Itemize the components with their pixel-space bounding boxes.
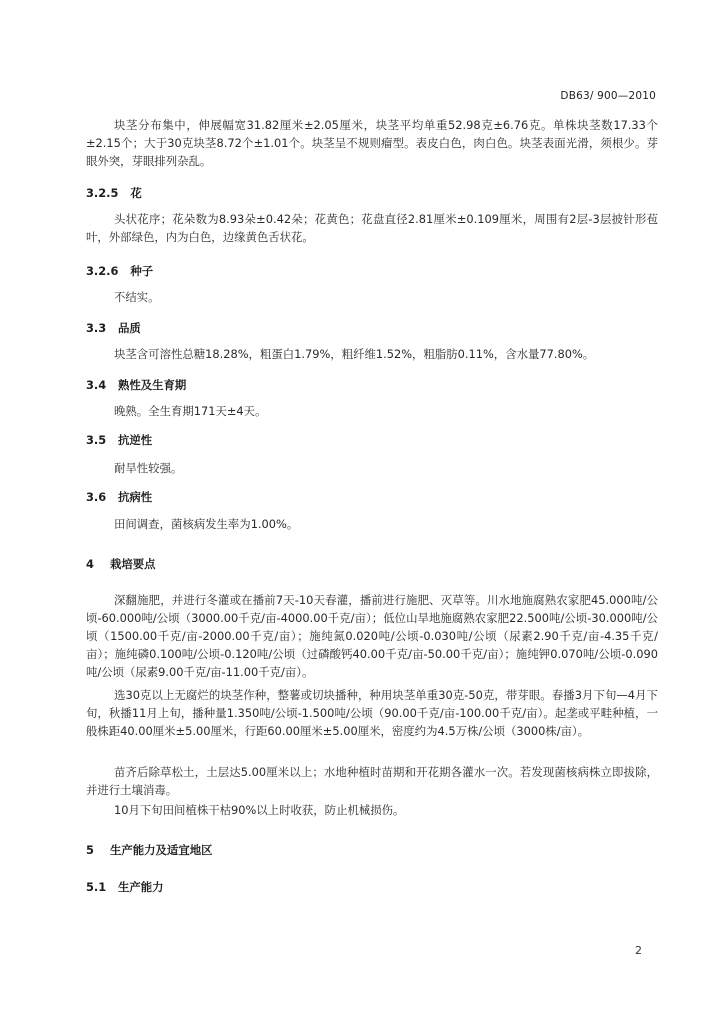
section-number: 5 bbox=[86, 843, 94, 857]
cultivation-fertilizer-paragraph: 深翻施肥，并进行冬灌或在播前7天-10天春灌，播前进行施肥、灭草等。川水地施腐熟农家肥45.000吨/公顷-60.000吨/公顷（3000.00千克/亩-4000.00千克/亩）；低位山旱地施腐熟农家肥22.500吨/公顷-30.000吨/公顷（1500.00千克/亩-2000.00千克/亩）；施纯氮0.020吨/公顷-0.030吨/公顷（尿素2.90千克/亩-4.35千克/亩）；施纯磷0.100吨/公顷-0.120吨/公顷（过磷酸钙40.00千克/亩-50.00千克/亩）；施纯钾0.070吨/公顷-0.090吨/公顷（尿素9.00千克/亩-11.00千克/亩）。 bbox=[86, 593, 658, 679]
page-number: 2 bbox=[635, 944, 642, 957]
maturity-paragraph: 晚熟。全生育期171天±4天。 bbox=[114, 404, 267, 418]
section-title: 抗逆性 bbox=[117, 433, 153, 447]
section-3-2-5-heading bbox=[86, 185, 142, 201]
section-5-1-heading bbox=[86, 879, 164, 895]
standard-code: DB63/ 900—2010 bbox=[560, 90, 656, 102]
section-title: 栽培要点 bbox=[109, 557, 156, 571]
section-3-3-heading bbox=[86, 320, 141, 336]
seed-paragraph: 不结实。 bbox=[114, 290, 160, 304]
resistance-paragraph: 耐旱性较强。 bbox=[114, 461, 183, 475]
section-title: 花 bbox=[130, 186, 142, 200]
section-number: 3.2.5 bbox=[86, 186, 119, 200]
cultivation-harvest-paragraph: 10月下旬田间植株干枯90%以上时收获，防止机械损伤。 bbox=[114, 803, 405, 817]
section-number: 3.6 bbox=[86, 490, 107, 504]
tuber-distribution-paragraph: 块茎分布集中，伸展幅宽31.82厘米±2.05厘米，块茎平均单重52.98克±6.76克。单株块茎数17.33个±2.15个；大于30克块茎8.72个±1.01个。块茎呈不规则瘤型。表皮白色，肉白色。块茎表面光滑，须根少。芽眼外突，芽眼排列杂乱。 bbox=[86, 118, 658, 168]
section-3-6-heading bbox=[86, 489, 152, 505]
quality-paragraph: 块茎含可溶性总糖18.28%，粗蛋白1.79%，粗纤维1.52%，粗脂肪0.11%，含水量77.80%。 bbox=[114, 347, 595, 361]
section-3-4-heading bbox=[86, 377, 186, 393]
section-number: 5.1 bbox=[86, 880, 107, 894]
section-title: 生产能力及适宜地区 bbox=[109, 843, 213, 857]
section-title: 品质 bbox=[117, 321, 141, 335]
flower-paragraph: 头状花序；花朵数为8.93朵±0.42朵；花黄色；花盘直径2.81厘米±0.109厘米，周围有2层-3层披针形苞叶，外部绿色，内为白色，边缘黄色舌状花。 bbox=[86, 212, 658, 244]
section-number: 4 bbox=[86, 557, 94, 571]
section-5-heading bbox=[86, 842, 213, 858]
disease-paragraph: 田间调查，菌核病发生率为1.00%。 bbox=[114, 517, 299, 531]
section-number: 3.5 bbox=[86, 433, 107, 447]
section-title: 抗病性 bbox=[117, 490, 153, 504]
section-title: 种子 bbox=[130, 264, 154, 278]
cultivation-planting-paragraph: 选30克以上无腐烂的块茎作种，整薯或切块播种，种用块茎单重30克-50克，带芽眼。春播3月下旬—4月下旬，秋播11月上旬，播种量1.350吨/公顷-1.500吨/公顷（90.00千克/亩-100.00千克/亩）。起垄或平畦种植，一般株距40.00厘米±5.00厘米，行距60.00厘米±5.00厘米，密度约为4.5万株/公顷（3000株/亩）。 bbox=[86, 688, 658, 738]
section-title: 生产能力 bbox=[117, 880, 164, 894]
section-number: 3.2.6 bbox=[86, 264, 119, 278]
cultivation-management-paragraph: 苗齐后除草松土，土层达5.00厘米以上；水地种植时苗期和开花期各灌水一次。若发现菌核病株立即拔除，并进行土壤消毒。 bbox=[86, 765, 658, 797]
section-title: 熟性及生育期 bbox=[117, 378, 187, 392]
section-3-2-6-heading bbox=[86, 263, 153, 279]
section-3-5-heading bbox=[86, 432, 152, 448]
section-number: 3.3 bbox=[86, 321, 107, 335]
section-4-heading bbox=[86, 556, 156, 572]
section-number: 3.4 bbox=[86, 378, 107, 392]
